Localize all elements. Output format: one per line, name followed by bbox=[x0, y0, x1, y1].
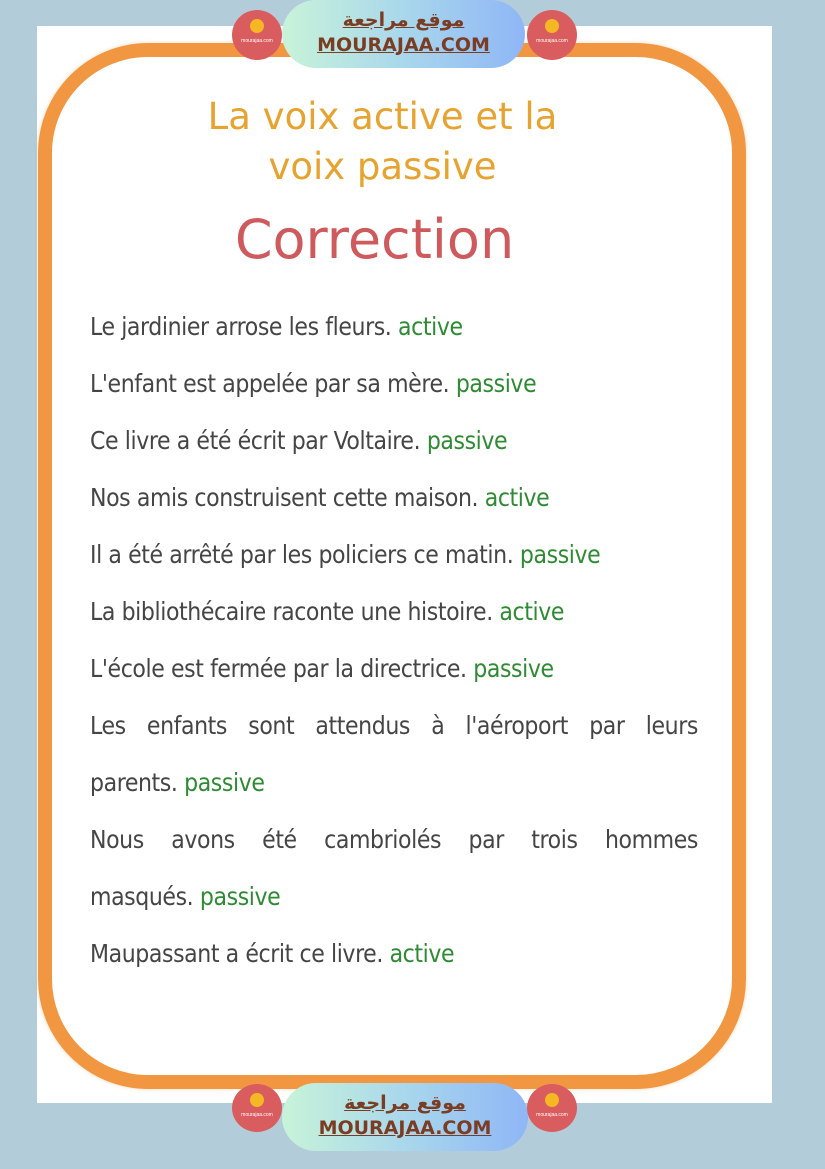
page-title-line1: La voix active et la bbox=[207, 95, 558, 138]
site-name-latin[interactable]: MOURAJAA.COM bbox=[317, 34, 490, 56]
sentence-item bbox=[90, 305, 698, 362]
sentence-item bbox=[90, 932, 698, 989]
sentence-item bbox=[90, 590, 698, 647]
book-logo-icon bbox=[250, 1093, 264, 1107]
answer-label: active bbox=[484, 483, 550, 512]
correction-heading: Correction bbox=[234, 208, 515, 271]
site-logo-badge bbox=[232, 10, 282, 60]
site-link-pill[interactable] bbox=[282, 1083, 528, 1151]
sentence-list bbox=[90, 305, 698, 989]
answer-label: passive bbox=[455, 369, 537, 398]
sentence-item bbox=[90, 362, 698, 419]
site-name-arabic[interactable]: موقع مراجعة bbox=[344, 1092, 466, 1114]
answer-label: active bbox=[398, 312, 463, 341]
site-link-pill[interactable] bbox=[282, 0, 525, 68]
page-title-line2: voix passive bbox=[268, 145, 497, 188]
answer-label: active bbox=[499, 597, 564, 626]
sentence-text: parents. bbox=[90, 768, 178, 797]
sentence-text: Maupassant a écrit ce livre. bbox=[90, 939, 383, 968]
book-logo-icon bbox=[545, 19, 559, 33]
badge-caption: mourajaa.com bbox=[241, 38, 273, 44]
answer-label: passive bbox=[426, 426, 508, 455]
sentence-text: Il a été arrêté par les policiers ce matin. bbox=[90, 540, 514, 569]
badge-caption: mourajaa.com bbox=[241, 1112, 273, 1118]
site-logo-badge bbox=[232, 1084, 282, 1132]
book-logo-icon bbox=[545, 1093, 559, 1107]
site-logo-badge bbox=[527, 1084, 577, 1132]
sentence-item bbox=[90, 419, 698, 476]
site-name-arabic[interactable]: موقع مراجعة bbox=[342, 9, 465, 31]
answer-label: passive bbox=[199, 882, 281, 911]
sentence-text: L'école est fermée par la directrice. bbox=[90, 654, 467, 683]
sentence-text: L'enfant est appelée par sa mère. bbox=[90, 369, 450, 398]
top-watermark-banner bbox=[0, 0, 825, 70]
sentence-item bbox=[90, 704, 698, 761]
sentence-text: Les enfants sont attendus à l'aéroport par leurs bbox=[90, 711, 698, 740]
sentence-item-continued bbox=[90, 761, 698, 818]
sentence-text: La bibliothécaire raconte une histoire. bbox=[90, 597, 493, 626]
sentence-item bbox=[90, 533, 698, 590]
sentence-item bbox=[90, 818, 698, 875]
answer-label: active bbox=[389, 939, 455, 968]
bottom-watermark-banner bbox=[0, 1083, 825, 1153]
answer-label: passive bbox=[519, 540, 601, 569]
sentence-text: masqués. bbox=[90, 882, 194, 911]
sentence-text: Nos amis construisent cette maison. bbox=[90, 483, 479, 512]
answer-label: passive bbox=[184, 768, 265, 797]
sentence-item-continued bbox=[90, 875, 698, 932]
sentence-item bbox=[90, 647, 698, 704]
sentence-text: Le jardinier arrose les fleurs. bbox=[90, 312, 392, 341]
book-logo-icon bbox=[250, 19, 264, 33]
answer-label: passive bbox=[473, 654, 554, 683]
site-name-latin[interactable]: MOURAJAA.COM bbox=[318, 1117, 492, 1139]
sentence-text: Nous avons été cambriolés par trois hommes bbox=[90, 825, 698, 854]
badge-caption: mourajaa.com bbox=[536, 38, 568, 44]
sentence-text: Ce livre a été écrit par Voltaire. bbox=[90, 426, 421, 455]
badge-caption: mourajaa.com bbox=[536, 1112, 568, 1118]
sentence-item bbox=[90, 476, 698, 533]
site-logo-badge bbox=[527, 10, 577, 60]
